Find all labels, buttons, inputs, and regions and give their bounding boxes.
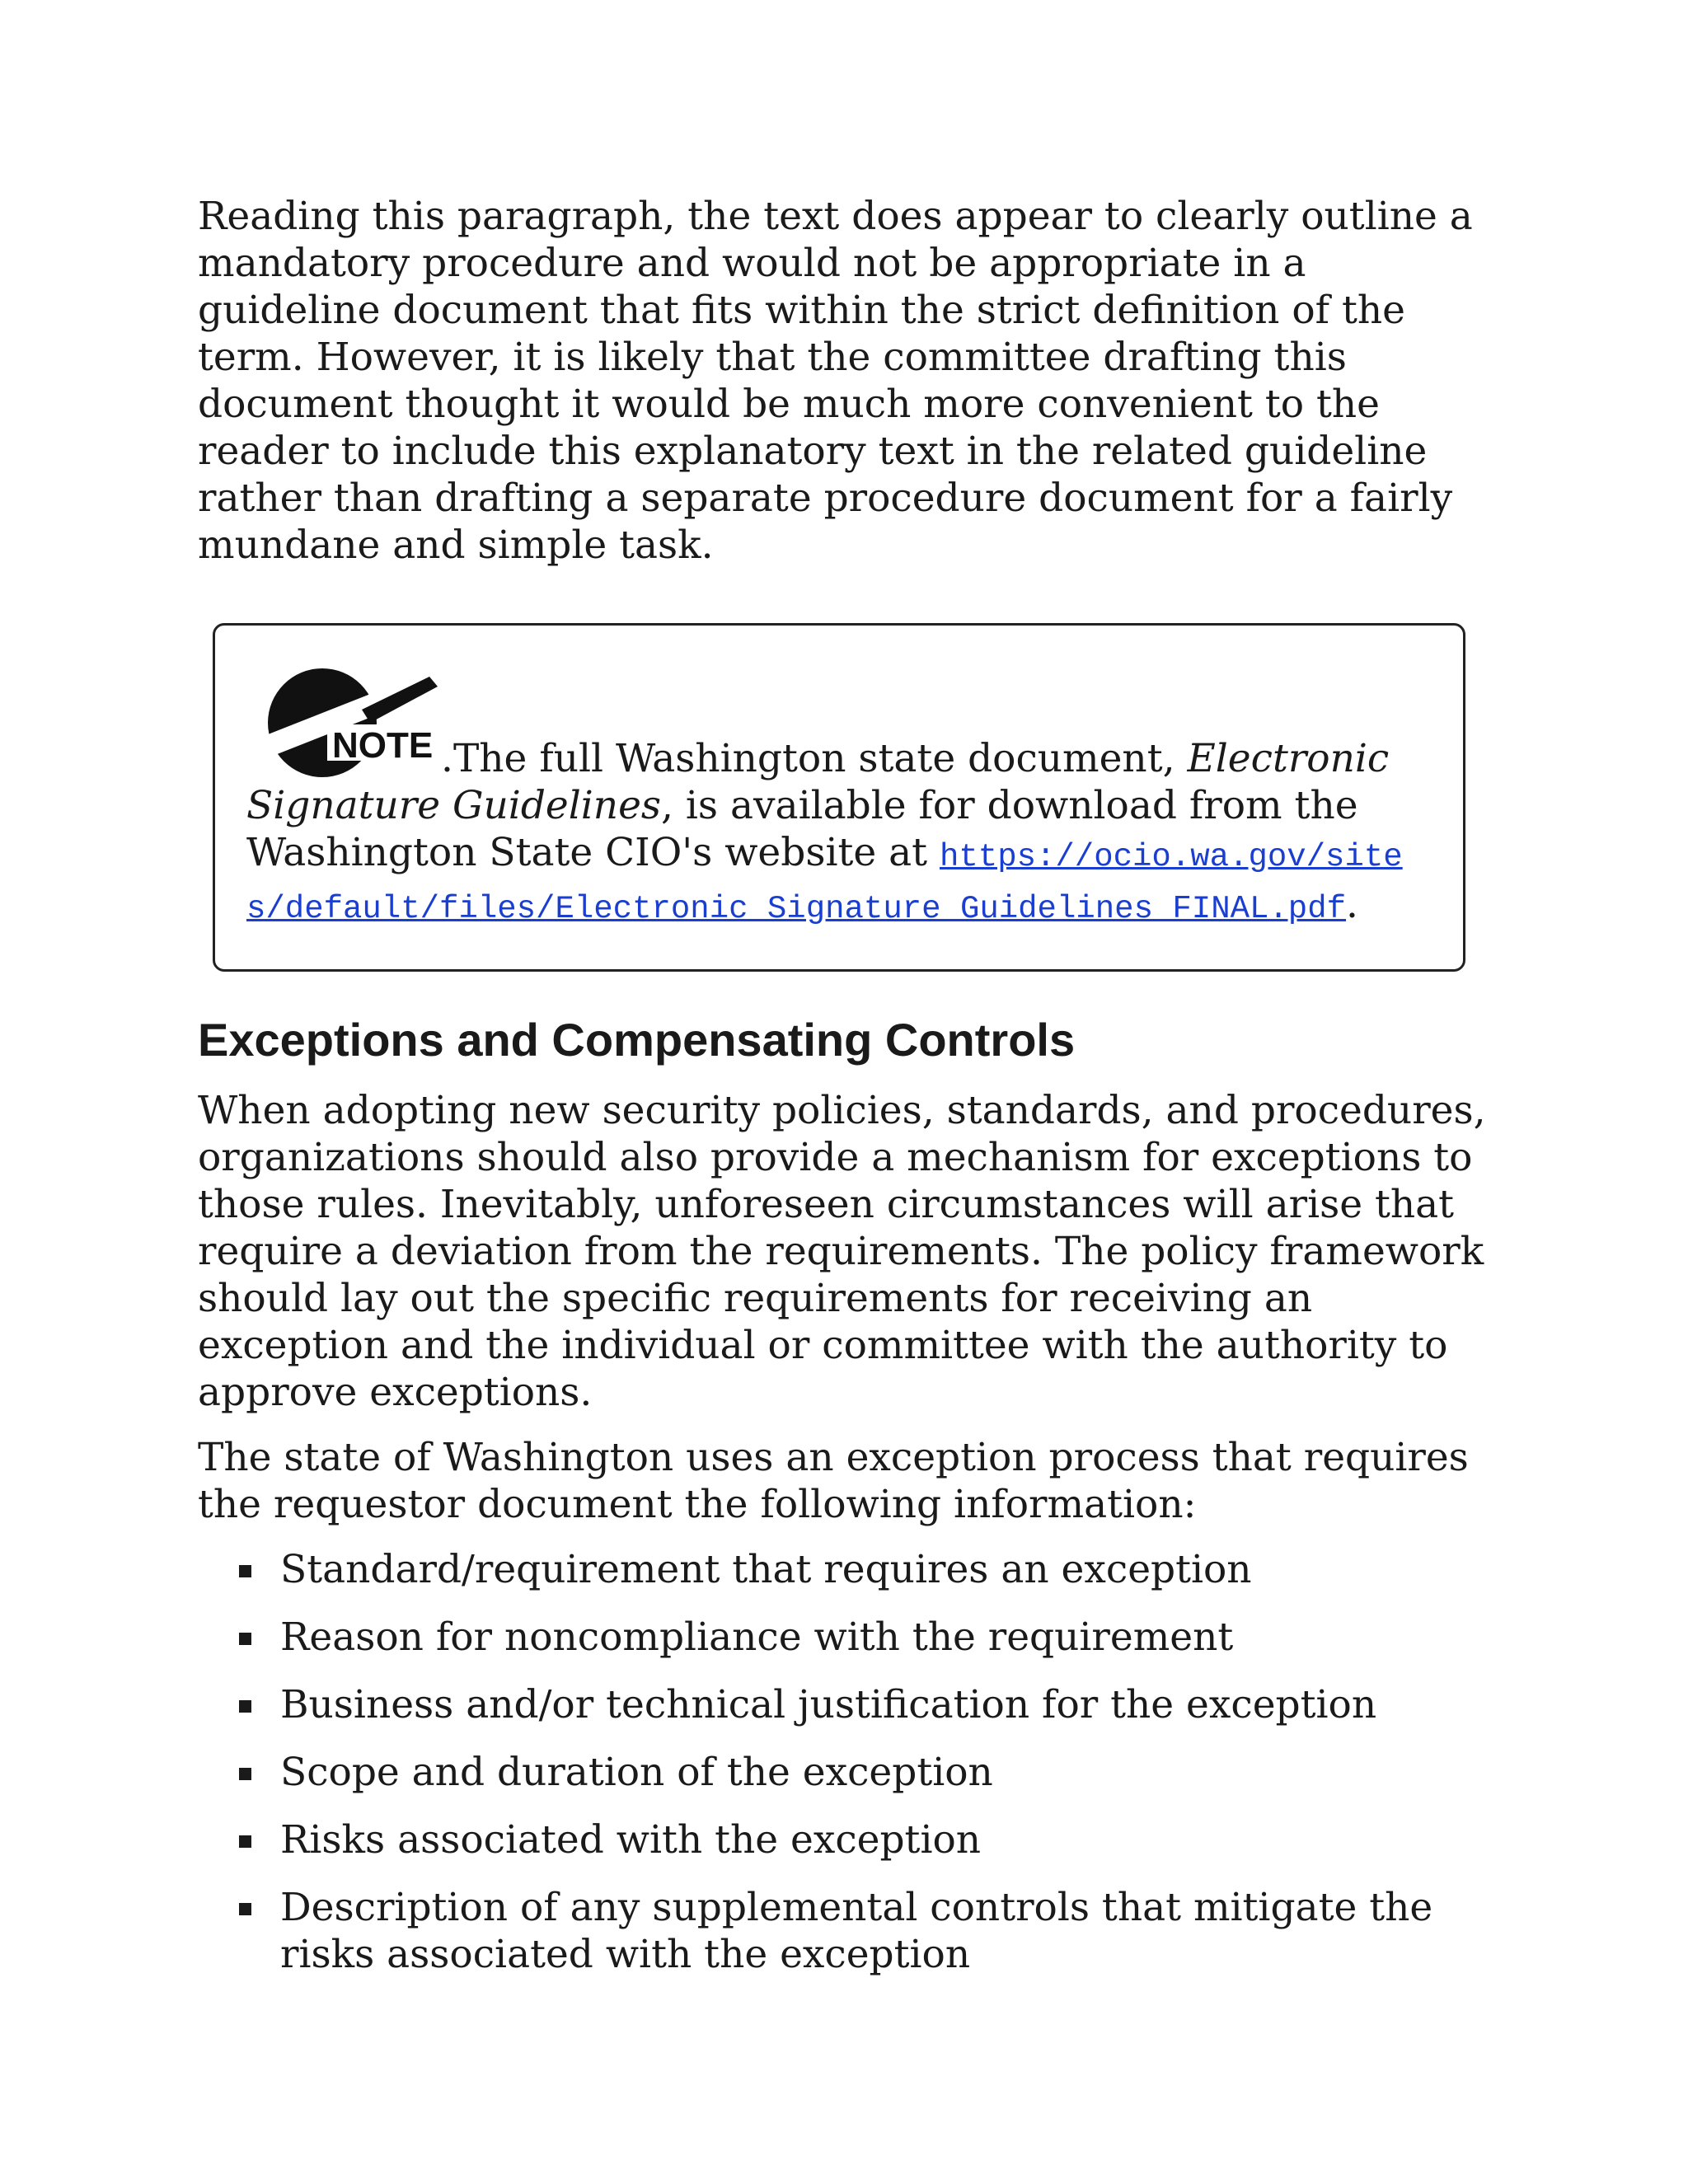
requirements-list [198,1546,1500,1978]
note-text-before: .The full Washington state document, [441,736,1188,781]
bullet-icon [239,1768,251,1780]
note-text [246,658,1435,933]
list-item-text: Description of any supplemental controls that mitigate the risks associated with the exception [280,1885,1433,1977]
note-icon-label: NOTE [332,725,434,766]
paragraph-process: The state of Washington uses an exception process that requires the requestor document the following information: [198,1435,1469,1527]
list-item-text: Business and/or technical justification for the exception [280,1682,1377,1727]
page-content [198,193,1500,1999]
bullet-icon [239,1633,251,1645]
document-download-link[interactable]: https://ocio.wa.gov/sites/default/files/Electronic_Signature_Guidelines_FINAL.pdf [246,839,1403,927]
bullet-icon [239,1903,251,1915]
bullet-icon [239,1700,251,1713]
list-item [198,1681,1500,1728]
list-item-text: Scope and duration of the exception [280,1750,993,1795]
intro-paragraph: Reading this paragraph, the text does appear to clearly outline a mandatory procedure and would not be appropriate in a guideline document that fits within the strict definition of the term. However, it is likely that the committee drafting this document thought it would be much more convenient to the reader to include this explanatory text in the related guideline rather than drafting a separate procedure document for a fairly mundane and simple task. [198,194,1473,568]
note-icon [246,658,438,782]
list-item [198,1884,1500,1978]
paragraph-exceptions: When adopting new security policies, standards, and procedures, organizations should also provide a mechanism for exceptions to those rules. Inevitably, unforeseen circumstances will arise that require a deviation from the requirements. The policy framework should lay out the specific requirements for receiving an exception and the individual or committee with the authority to approve exceptions. [198,1088,1486,1415]
note-text-after: , is available for download from the Washington State CIO's website at [246,783,1358,875]
list-item [198,1614,1500,1661]
note-doc-title: Electronic Signature Guidelines [246,736,1390,828]
list-item-text: Reason for noncompliance with the requirement [280,1615,1234,1660]
bullet-icon [239,1835,251,1848]
list-item-text: Risks associated with the exception [280,1817,982,1863]
section-heading: Exceptions and Compensating Controls [198,1014,1076,1066]
list-item [198,1749,1500,1796]
list-item [198,1816,1500,1863]
list-item [198,1546,1500,1593]
note-end-punct: . [1346,882,1358,927]
bullet-icon [239,1565,251,1577]
list-item-text: Standard/requirement that requires an exception [280,1547,1252,1592]
note-box [213,623,1465,972]
